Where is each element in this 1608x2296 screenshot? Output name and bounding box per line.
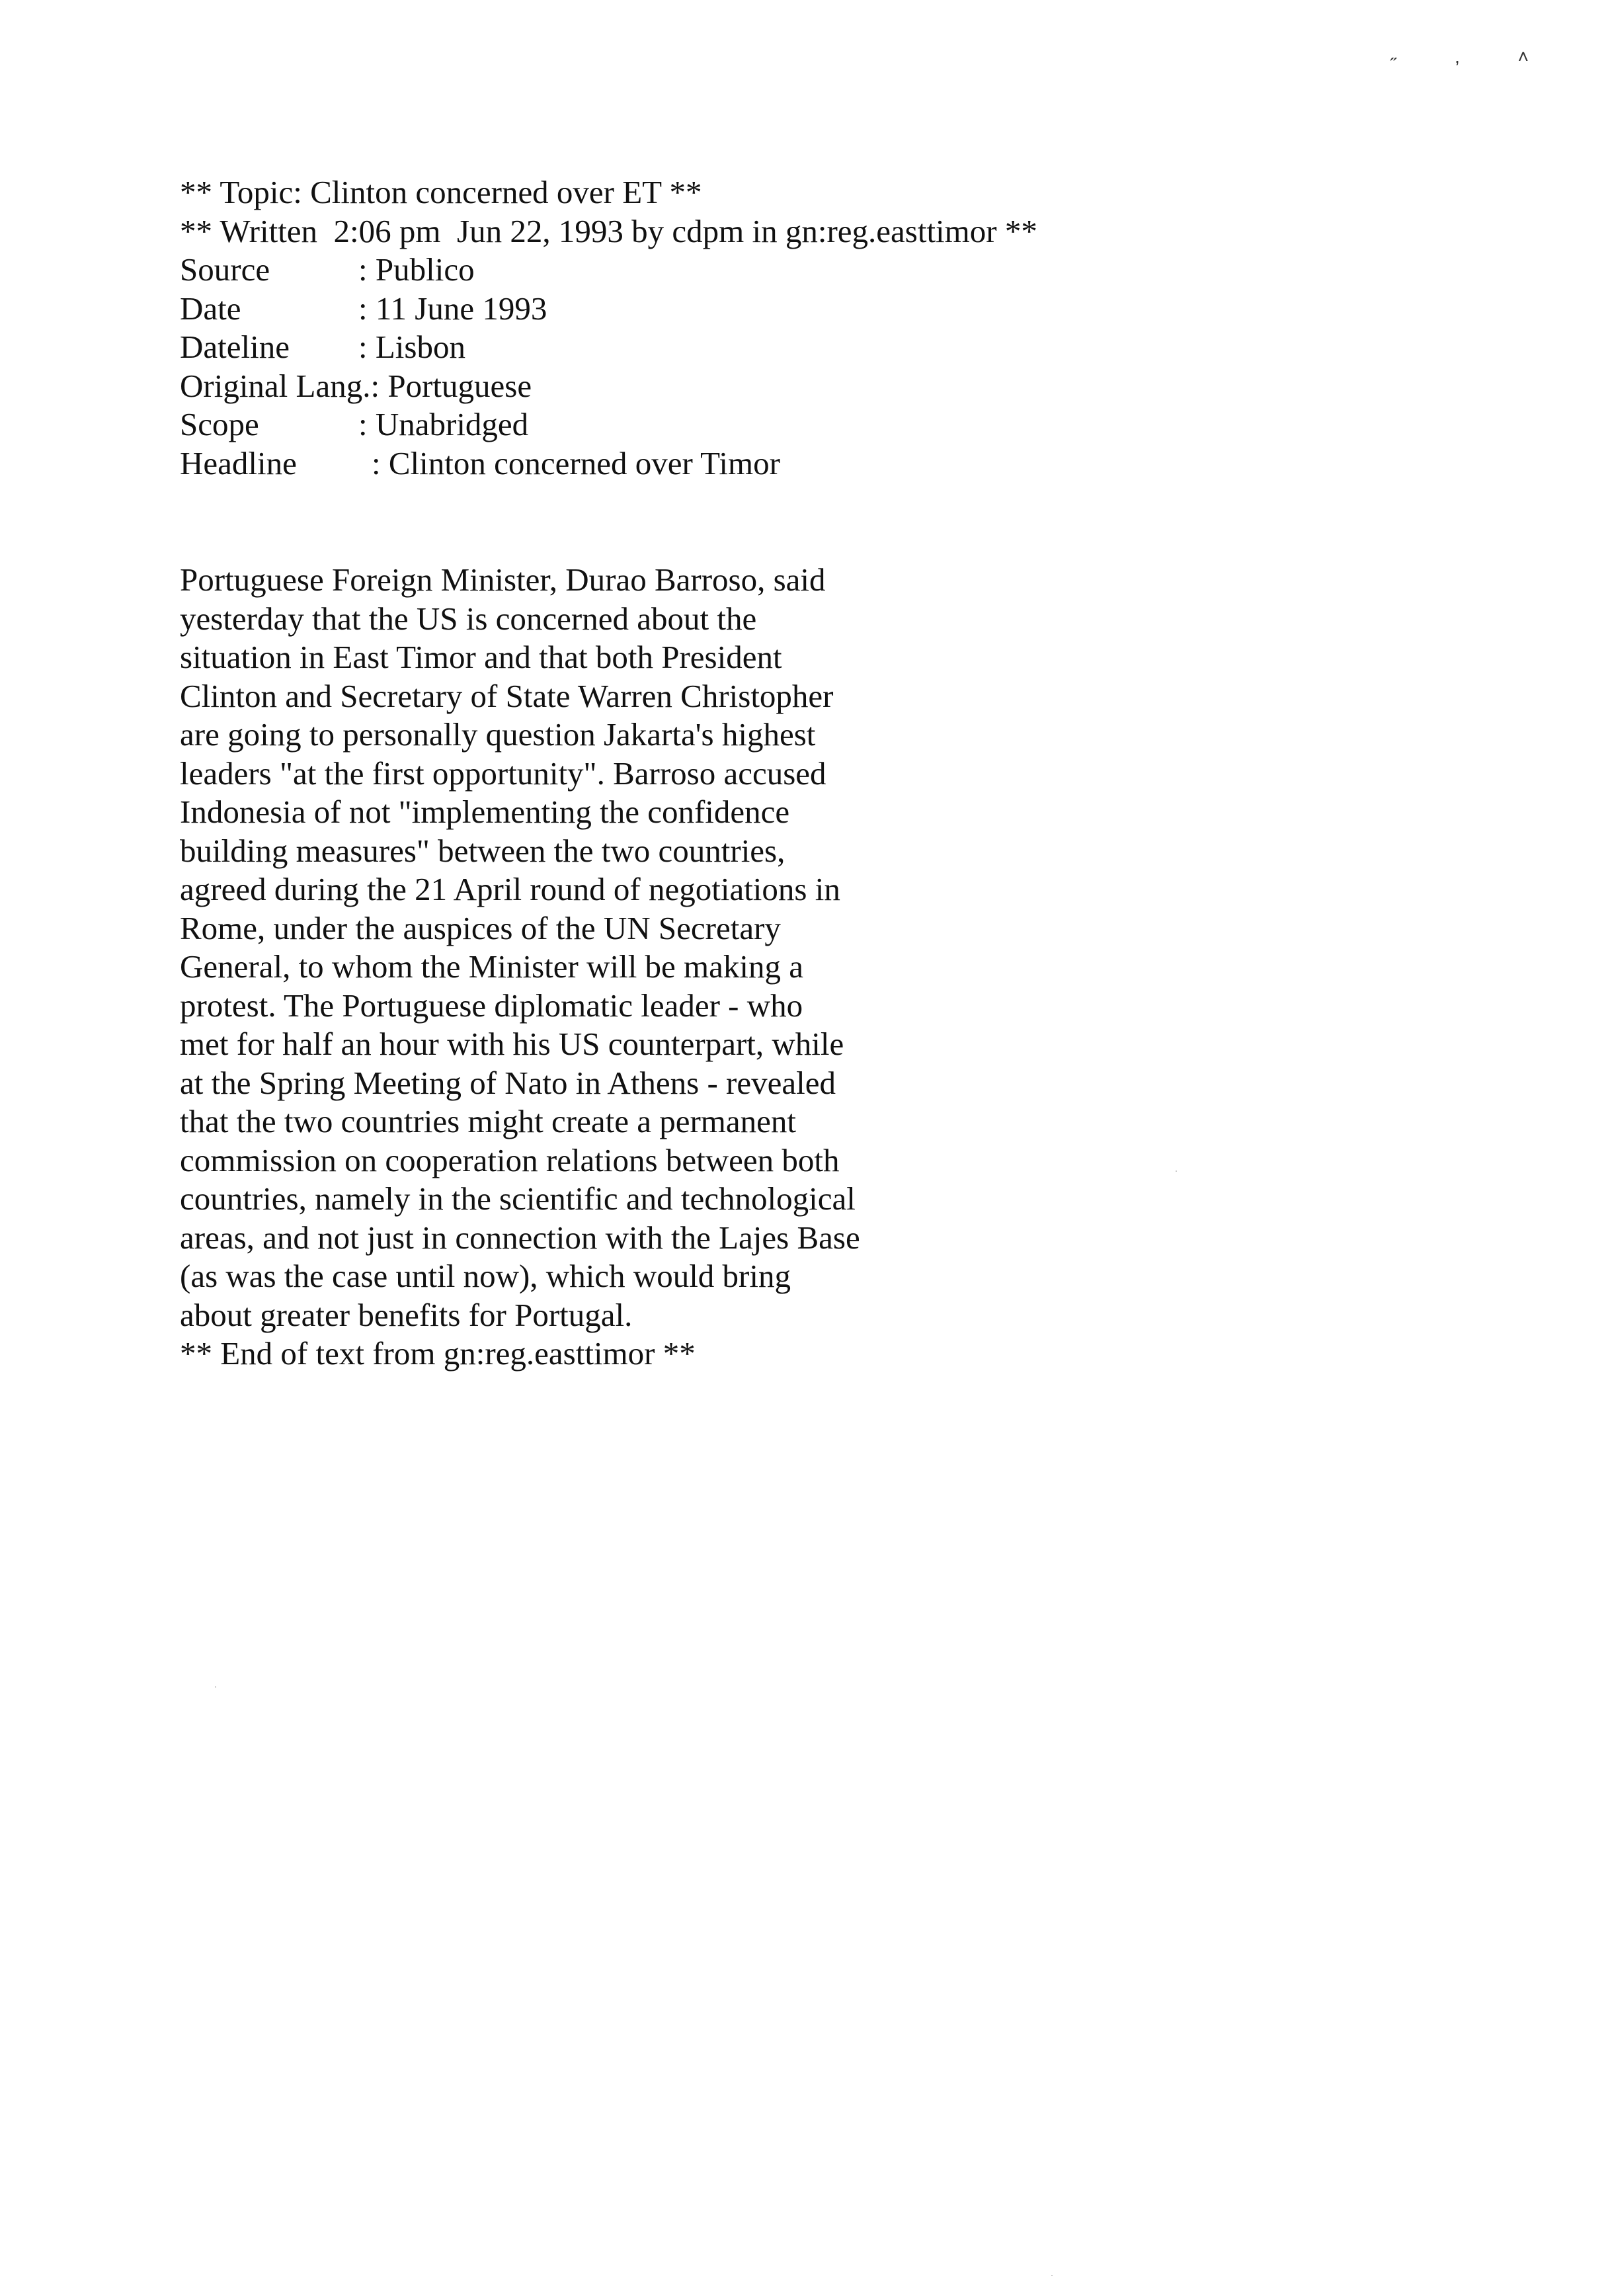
meta-value: : Publico <box>358 251 475 288</box>
body-line: commission on cooperation relations between both <box>180 1141 840 1178</box>
body-line: yesterday that the US is concerned about the <box>180 600 757 637</box>
body-line: Clinton and Secretary of State Warren Christopher <box>180 677 834 714</box>
meta-row-source <box>180 251 1436 290</box>
body-line: met for half an hour with his US counterpart, while <box>180 1026 844 1062</box>
meta-key: Date <box>180 290 241 327</box>
body-line: about greater benefits for Portugal. <box>180 1296 633 1333</box>
article-body <box>180 561 920 1374</box>
body-line: protest. The Portuguese diplomatic leader - who <box>180 987 803 1024</box>
scan-speck <box>1051 2275 1053 2276</box>
meta-row-original-lang <box>180 367 1436 406</box>
body-line: leaders "at the first opportunity". Barroso accused <box>180 755 826 792</box>
scan-speck <box>215 1686 216 1688</box>
meta-row-scope <box>180 405 1436 444</box>
meta-value: : Clinton concerned over Timor <box>372 444 780 481</box>
written-line: ** Written 2:06 pm Jun 22, 1993 by cdpm in gn:reg.easttimor ** <box>180 212 1037 249</box>
body-line: situation in East Timor and that both President <box>180 639 782 675</box>
document-content <box>180 173 1436 1374</box>
body-line: General, to whom the Minister will be making a <box>180 948 804 985</box>
meta-key: Dateline <box>180 329 290 365</box>
meta-key: Headline <box>180 444 297 481</box>
metadata-block <box>180 251 1436 483</box>
body-line: agreed during the 21 April round of negotiations in <box>180 871 840 907</box>
end-of-text-line: ** End of text from gn:reg.easttimor ** <box>180 1335 696 1372</box>
meta-row-headline <box>180 444 1436 483</box>
body-line: Portuguese Foreign Minister, Durao Barroso, said <box>180 561 826 598</box>
meta-value: : Unabridged <box>358 406 529 442</box>
body-line: at the Spring Meeting of Nato in Athens - revealed <box>180 1064 836 1101</box>
meta-row-date <box>180 290 1436 329</box>
meta-value: : Lisbon <box>358 329 465 365</box>
body-line: areas, and not just in connection with the Lajes Base <box>180 1219 860 1256</box>
body-line: Indonesia of not "implementing the confidence <box>180 794 790 830</box>
topic-line: ** Topic: Clinton concerned over ET ** <box>180 174 702 210</box>
body-line: are going to personally question Jakarta's highest <box>180 716 816 753</box>
meta-key: Original Lang. <box>180 367 371 404</box>
body-line: building measures" between the two countries, <box>180 832 785 869</box>
body-line: countries, namely in the scientific and technological <box>180 1180 856 1217</box>
meta-key: Source <box>180 251 270 288</box>
meta-value: : 11 June 1993 <box>358 290 547 327</box>
scan-marks: ˶ , ˄ <box>1390 46 1555 67</box>
body-line: that the two countries might create a permanent <box>180 1103 797 1139</box>
meta-row-dateline <box>180 328 1436 367</box>
body-line: Rome, under the auspices of the UN Secretary <box>180 909 781 946</box>
scan-speck <box>1176 1170 1177 1172</box>
meta-key: Scope <box>180 406 259 442</box>
meta-value: : Portuguese <box>370 367 532 404</box>
body-line: (as was the case until now), which would bring <box>180 1258 791 1294</box>
